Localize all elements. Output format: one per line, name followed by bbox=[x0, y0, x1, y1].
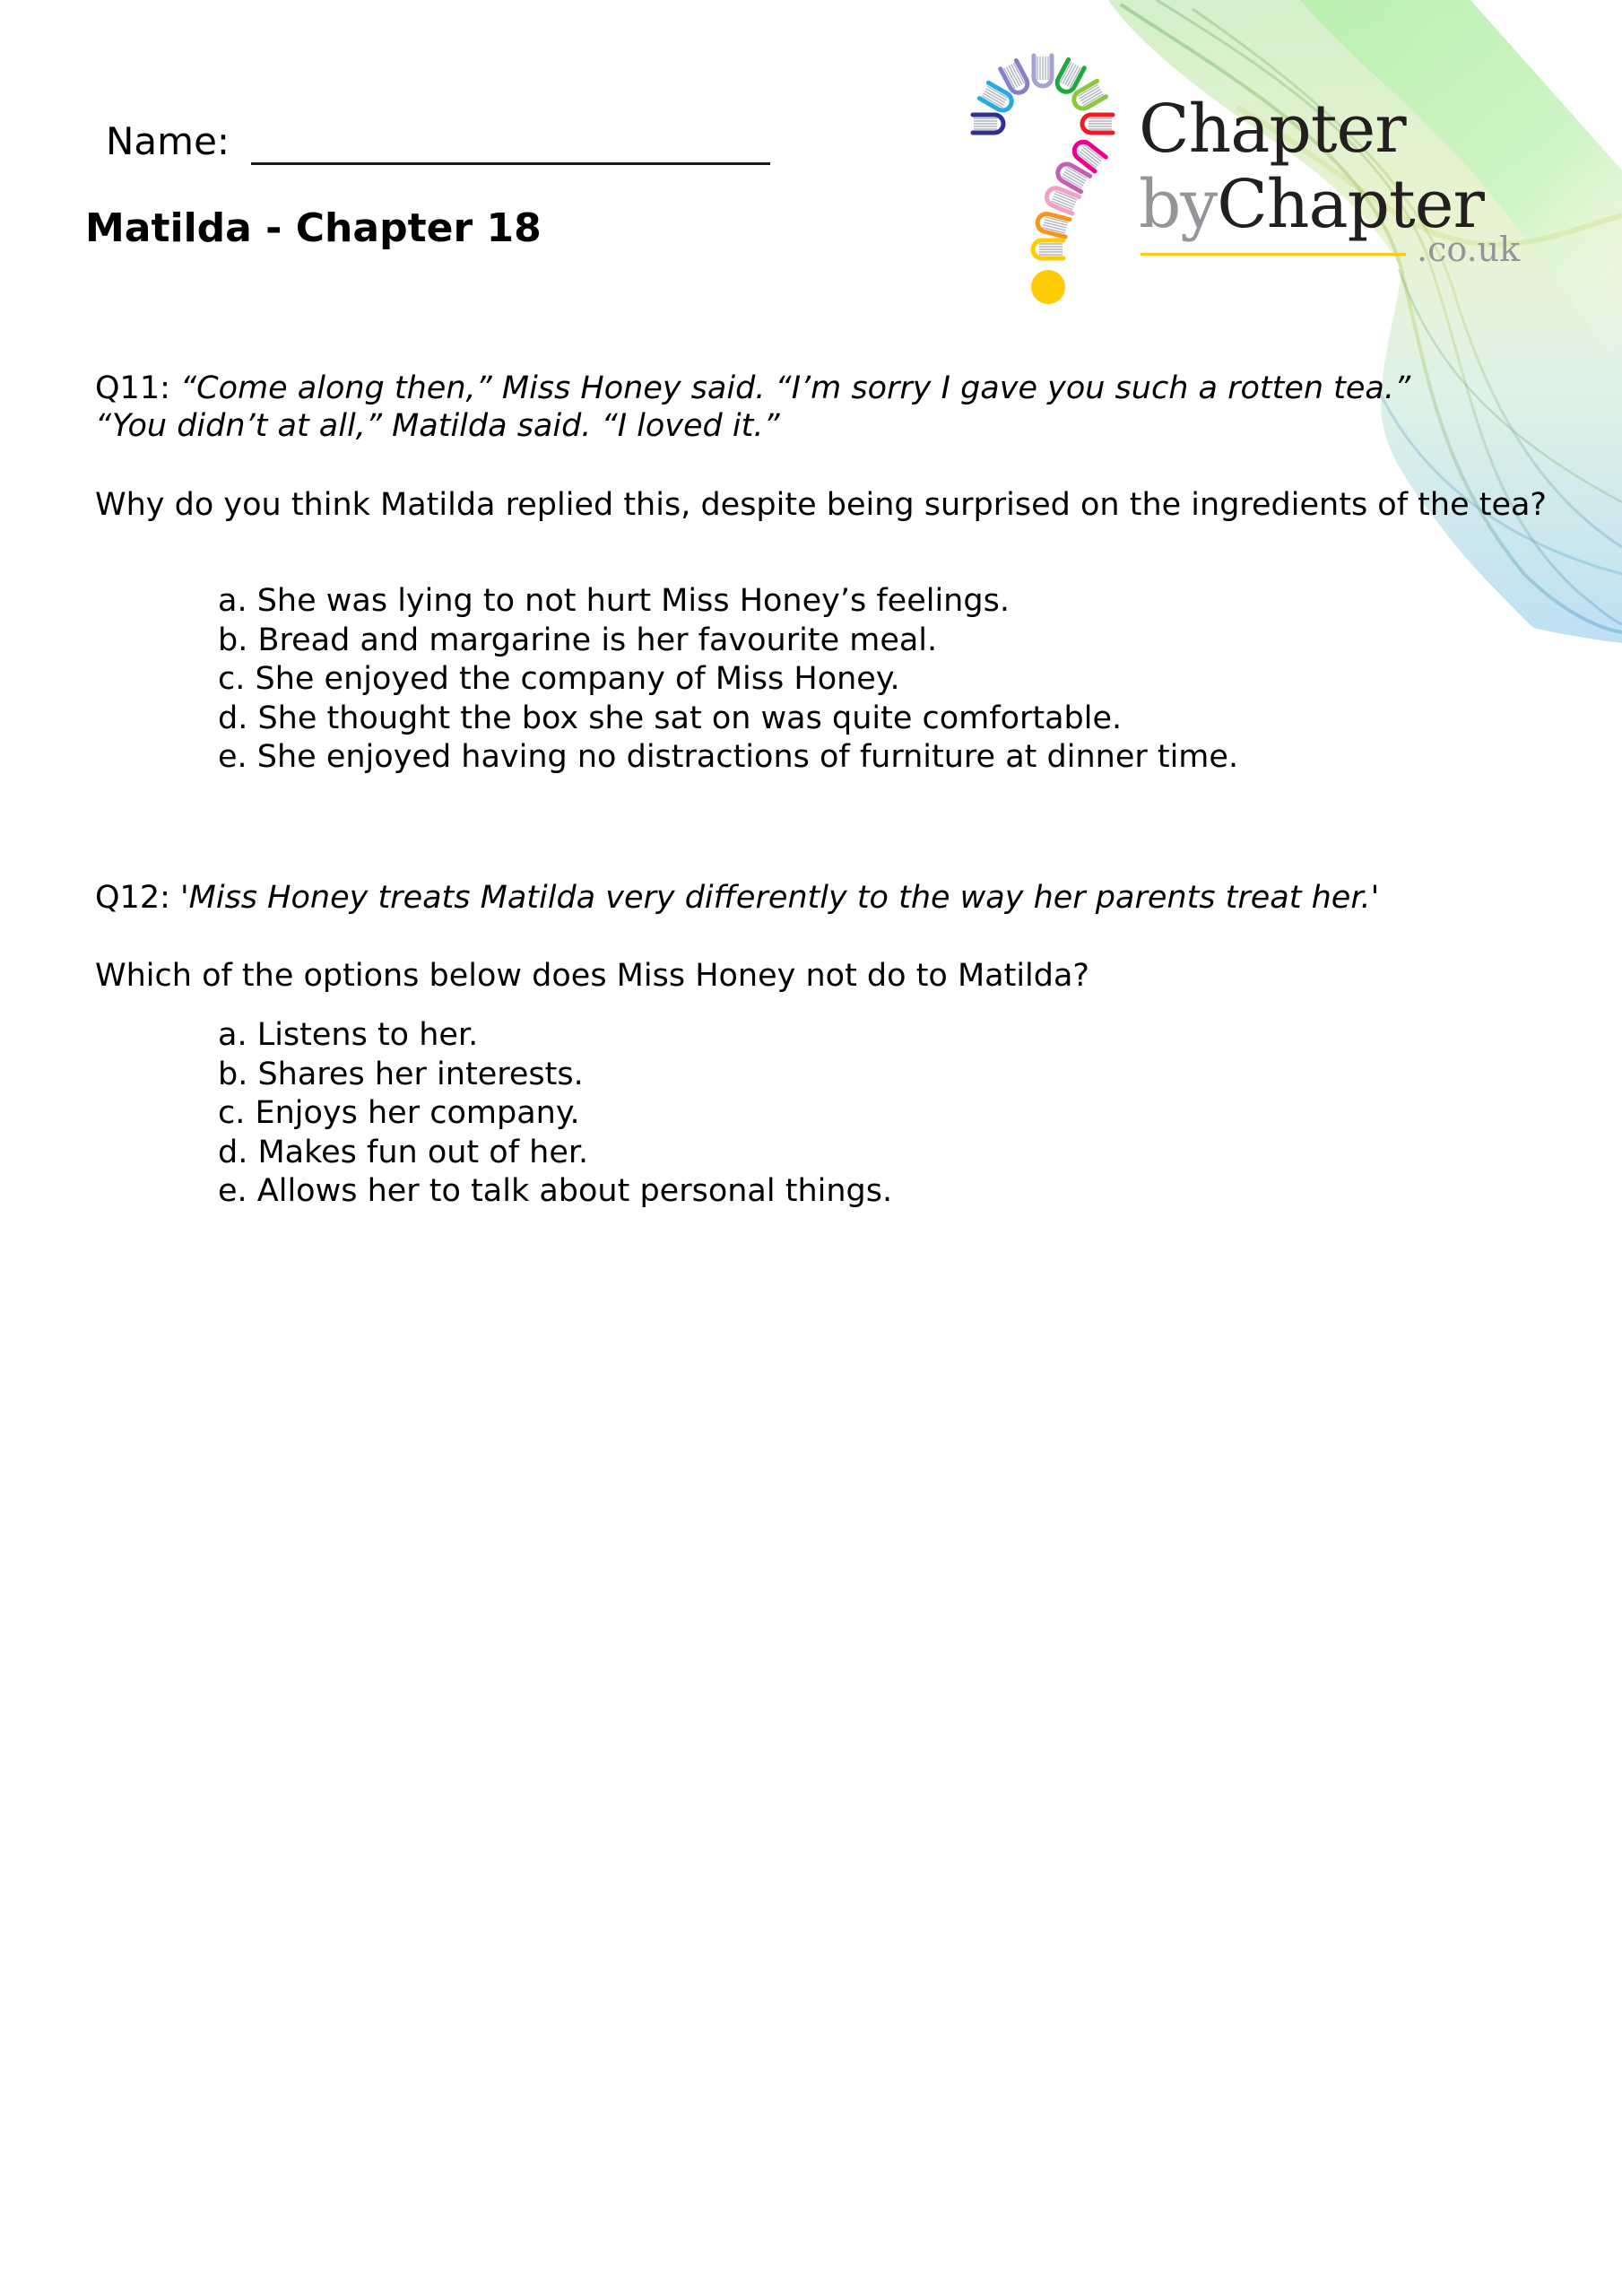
logo-icon bbox=[973, 56, 1113, 258]
question-12-options bbox=[218, 1016, 892, 1212]
question-12-label: Q12: bbox=[95, 880, 170, 916]
book-icon bbox=[1033, 240, 1063, 258]
question-11-quote-line-2: “You didn’t at all,” Matilda said. “I loved it.” bbox=[95, 408, 780, 444]
question-11-option-e[interactable]: e. She enjoyed having no distractions of furniture at dinner time. bbox=[218, 739, 1239, 775]
name-label: Name: bbox=[106, 119, 230, 163]
worksheet-title: Matilda - Chapter 18 bbox=[85, 205, 542, 251]
question-11-option-a[interactable]: a. She was lying to not hurt Miss Honey’s feelings. bbox=[218, 583, 1010, 619]
question-11-quote-line-1 bbox=[95, 370, 1410, 407]
question-12-quote-text: 'Miss Honey treats Matilda very differently to the way her parents treat her.' bbox=[180, 880, 1380, 916]
question-12-option-e[interactable]: e. Allows her to talk about personal things. bbox=[218, 1173, 893, 1209]
logo-underline bbox=[1141, 253, 1406, 256]
logo-word-chapter: Chapter bbox=[1139, 91, 1406, 168]
question-12-option-d[interactable]: d. Makes fun out of her. bbox=[218, 1134, 589, 1170]
question-12-option-a[interactable]: a. Listens to her. bbox=[218, 1017, 479, 1053]
book-icon bbox=[973, 115, 1003, 133]
logo-word-by: by bbox=[1139, 166, 1218, 243]
question-11-option-d[interactable]: d. She thought the box she sat on was quite comfortable. bbox=[218, 700, 1123, 736]
question-12-option-b[interactable]: b. Shares her interests. bbox=[218, 1056, 584, 1092]
logo-dot-icon bbox=[1031, 270, 1065, 304]
question-11-quote bbox=[95, 370, 1410, 445]
question-11-label: Q11: bbox=[95, 370, 170, 406]
name-answer-line[interactable] bbox=[251, 162, 770, 165]
book-icon bbox=[1082, 115, 1113, 133]
question-11-option-c[interactable]: c. She enjoyed the company of Miss Honey. bbox=[218, 661, 900, 697]
question-11-prompt: Why do you think Matilda replied this, despite being surprised on the ingredients of the tea? bbox=[95, 487, 1548, 523]
question-11-options bbox=[218, 582, 1238, 778]
book-icon bbox=[1034, 56, 1052, 86]
book-icon bbox=[1036, 212, 1070, 237]
logo-domain: .co.uk bbox=[1417, 230, 1521, 269]
question-12-quote bbox=[95, 879, 1379, 917]
question-11-option-b[interactable]: b. Bread and margarine is her favourite meal. bbox=[218, 622, 938, 658]
question-12-option-c[interactable]: c. Enjoys her company. bbox=[218, 1095, 580, 1131]
question-11-quote-text-1: “Come along then,” Miss Honey said. “I’m sorry I gave you such a rotten tea.” bbox=[180, 370, 1411, 406]
question-12-prompt: Which of the options below does Miss Honey not do to Matilda? bbox=[95, 958, 1090, 994]
logo-word-chapter-2: Chapter bbox=[1217, 166, 1484, 243]
